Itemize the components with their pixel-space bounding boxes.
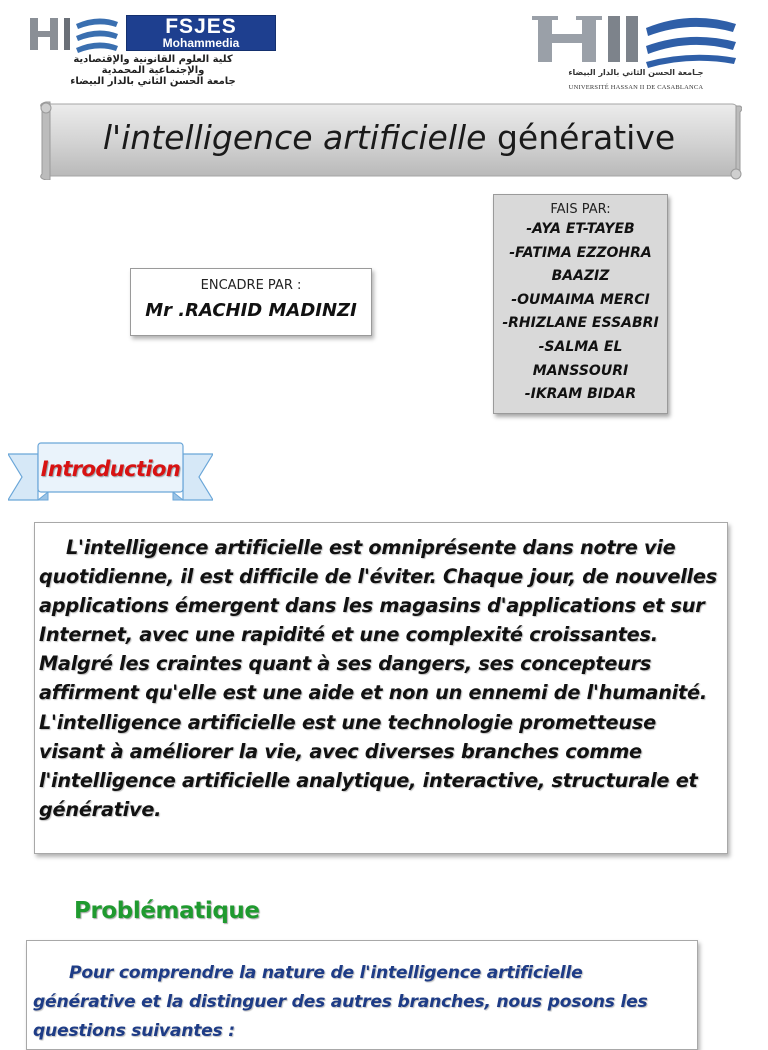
university-h-emblem-icon	[28, 14, 120, 54]
title-normal-part: générative	[486, 118, 676, 157]
author-line: -AYA ET-TAYEB	[526, 221, 635, 237]
introduction-text: L'intelligence artificielle est omniprésente dans notre vie quotidienne, il est difficile de l'éviter. Chaque jour, de nouvelles applications émergent dans les magasins d'applications et sur Internet, avec une rapidité et une complexité croissantes. Malgré les craintes quant à ses dangers, ses concepteurs affirment qu'elle est une aide et non un ennemi de l'humanité. L'intelligence artificielle est une technologie prometteuse visant à améliorer la vie, avec diverses branches comme l'intelligence artificielle analytique, interactive, structurale et générative.	[39, 536, 717, 821]
title-banner	[36, 100, 742, 180]
fsjes-badge	[126, 15, 276, 51]
supervisor-header: ENCADRE PAR :	[200, 278, 302, 293]
author-line: -RHIZLANE ESSABRI	[502, 315, 659, 332]
university-name-ar: جـامعة الحسن الثاني بالدار البيضاء	[568, 68, 704, 77]
supervisor-box	[130, 268, 372, 336]
authors-header: FAIS PAR:	[550, 202, 611, 217]
uh2c-emblem-icon	[530, 12, 742, 68]
fsjes-city: Mohammedia	[162, 36, 240, 50]
faculty-name-ar-1: كلية العلوم القانونية والإقتصادية	[73, 54, 233, 65]
author-line: -FATIMA EZZOHRA	[509, 244, 652, 261]
university-logo	[530, 12, 742, 94]
faculty-name-ar-3: جامعة الحسن الثاني بالدار البيضاء	[70, 76, 236, 87]
problematique-box	[26, 940, 698, 1050]
supervisor-name: Mr .RACHID MADINZI	[145, 300, 357, 321]
fsjes-brand: FSJES	[165, 15, 237, 38]
introduction-box	[34, 522, 728, 854]
university-name-fr: UNIVERSITÉ HASSAN II DE CASABLANCA	[568, 84, 704, 91]
introduction-heading: Introduction	[40, 457, 181, 481]
problematique-heading: Problématique	[74, 898, 260, 924]
problematique-text: Pour comprendre la nature de l'intelligence artificielle générative et la distinguer des autres branches, nous posons les questions suivantes :	[33, 963, 648, 1041]
author-line: -SALMA EL	[538, 338, 623, 355]
author-line: BAAZIZ	[551, 268, 610, 285]
page-title	[76, 118, 702, 158]
author-line: -IKRAM BIDAR	[524, 386, 637, 403]
introduction-ribbon	[8, 440, 213, 508]
faculty-name-ar-2: والإجتماعية المحمدية	[101, 65, 205, 76]
authors-box	[493, 194, 668, 414]
author-line: MANSSOURI	[532, 362, 629, 379]
author-line: -OUMAIMA MERCI	[511, 291, 650, 308]
fsjes-logo	[28, 12, 278, 92]
title-italic-part: l'intelligence artificielle	[102, 118, 487, 157]
